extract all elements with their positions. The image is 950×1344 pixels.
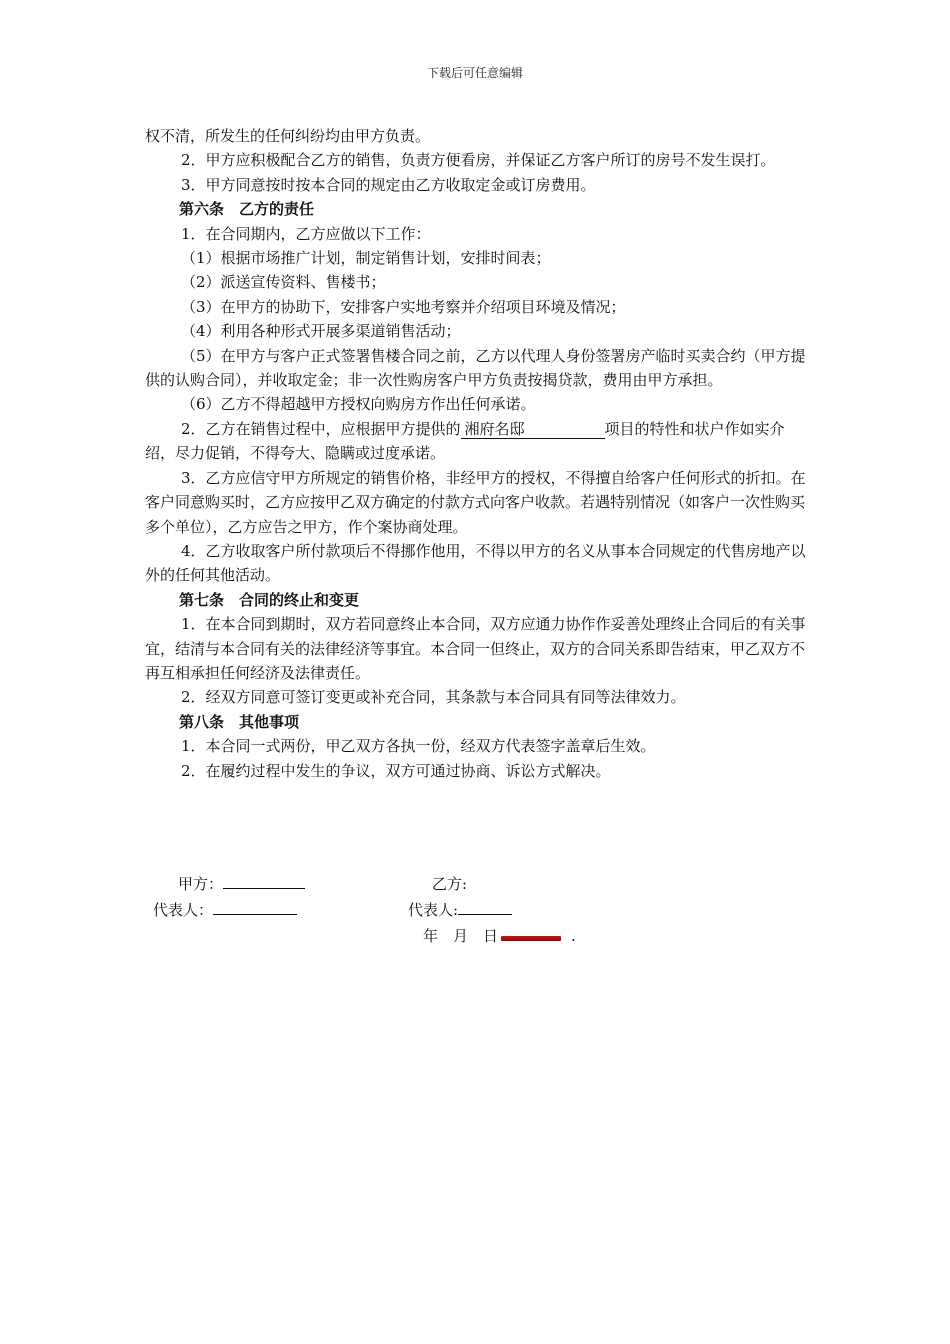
date-end: .: [571, 927, 576, 945]
rep-a-signature: [153, 900, 297, 920]
paragraph: （4）利用各种形式开展多渠道销售活动；: [181, 322, 461, 341]
paragraph: （6）乙方不得超越甲方授权向购房方作出任何承诺。: [181, 395, 536, 414]
rep-b-signature: [408, 900, 512, 920]
article-8-heading: 第八条 其他事项: [179, 712, 300, 731]
page-header: 下载后可任意编辑: [426, 66, 523, 80]
paragraph: 3．甲方同意按时按本合同的规定由乙方收取定金或订房费用。: [181, 175, 596, 194]
contract-body: [145, 124, 808, 783]
article-7-heading: 第七条 合同的终止和变更: [179, 590, 360, 609]
article-6-heading: 第六条 乙方的责任: [179, 200, 315, 219]
paragraph: （5）在甲方与客户正式签署售楼合同之前，乙方以代理人身份签署房产临时买卖合约（甲方提供的认购合同），并收取定金；非一次性购房客户甲方负责按揭贷款，费用由甲方承担。: [145, 346, 806, 390]
date-line: [423, 926, 498, 946]
party-b-signature: [432, 874, 467, 894]
rep-b-label: 代表人:: [408, 901, 459, 919]
party-a-line: [223, 874, 305, 889]
paragraph-text: 项目的特性和状户作如实介绍，尽力促销，不得夸大、隐瞒或过度承诺。: [145, 419, 785, 463]
paragraph: 2．经双方同意可签订变更或补充合同，其条款与本合同具有同等法律效力。: [181, 688, 686, 707]
paragraph: 权不清，所发生的任何纠纷均由甲方负责。: [145, 127, 431, 145]
rep-b-line: [458, 900, 512, 915]
party-b-label: 乙方:: [432, 875, 468, 893]
party-a-signature: [178, 874, 305, 894]
paragraph: 4．乙方收取客户所付款项后不得挪作他用，不得以甲方的名义从事本合同规定的代售房地产以外的任何其他活动。: [145, 541, 806, 585]
paragraph: 1．在合同期内，乙方应做以下工作：: [181, 224, 431, 243]
date-label: 年 月 日: [423, 927, 499, 945]
paragraph-project: [145, 417, 808, 466]
paragraph: （2）派送宣传资料、售楼书；: [181, 273, 386, 292]
party-a-label: 甲方：: [178, 875, 224, 893]
paragraph: 2．在履约过程中发生的争议，双方可通过协商、诉讼方式解决。: [181, 761, 611, 780]
rep-a-label: 代表人：: [153, 901, 214, 919]
paragraph-text: 2．乙方在销售过程中，应根据甲方提供的: [181, 419, 461, 438]
paragraph: （3）在甲方的协助下，安排客户实地考察并介绍项目环境及情况；: [181, 297, 626, 316]
paragraph: 1．本合同一式两份，甲乙双方各执一份，经双方代表签字盖章后生效。: [181, 737, 656, 756]
paragraph: 2．甲方应积极配合乙方的销售，负责方便看房，并保证乙方客户所订的房号不发生误打。: [181, 151, 776, 170]
rep-a-line: [213, 900, 297, 915]
stamp-mark: [501, 936, 561, 941]
paragraph: （1）根据市场推广计划，制定销售计划，安排时间表；: [181, 249, 551, 268]
paragraph: 3．乙方应信守甲方所规定的销售价格，非经甲方的授权，不得擅自给客户任何形式的折扣。在客户同意购买时，乙方应按甲乙双方确定的付款方式向客户收款。若遇特别情况（如客户一次性购买多个单位），乙方应告之甲方，作个案协商处理。: [145, 468, 806, 536]
project-name-field: 湘府名邸: [461, 421, 605, 439]
paragraph: 1．在本合同到期时，双方若同意终止本合同，双方应通力协作作妥善处理终止合同后的有关事宜，结清与本合同有关的法律经济等事宜。本合同一但终止，双方的合同关系即告结束，甲乙双方不再互相承担任何经济及法律责任。: [145, 615, 806, 682]
